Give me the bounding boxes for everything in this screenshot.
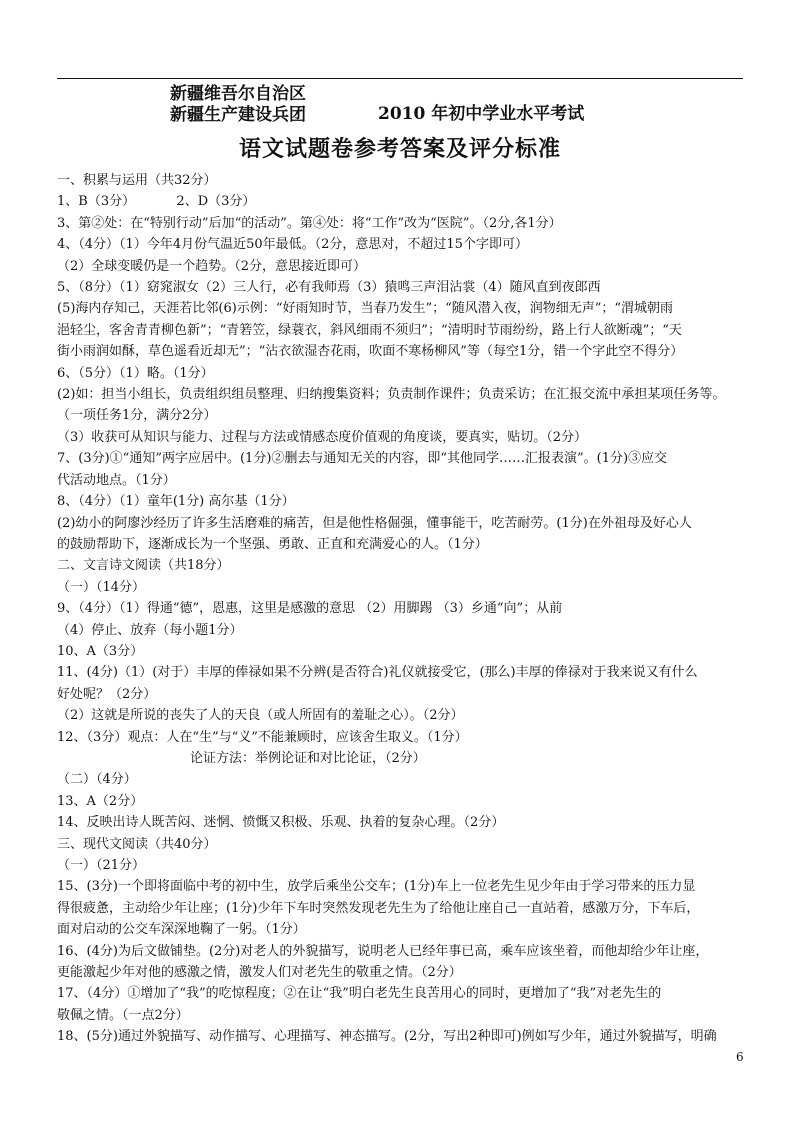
- body-line: 14、反映出诗人既苦闷、迷惘、愤慨又积极、乐观、执着的复杂心理。（2分）: [57, 815, 505, 831]
- body-line: 论证方法：举例论证和对比论证，（2分）: [190, 750, 426, 766]
- answer-body: [57, 170, 747, 1048]
- body-line: 8、（4分）（1）童年(1分) 高尔基（1分）: [57, 494, 295, 510]
- body-line: 13、A（2分）: [57, 793, 144, 809]
- body-line: 12、（3分）观点：人在“生”与“义”不能兼顾时，应该舍生取义。（1分）: [57, 729, 468, 745]
- body-line: (2)幼小的阿廖沙经历了许多生活磨难的痛苦，但是他性格倔强，懂事能干，吃苦耐劳。(1分)在外祖母及好心人: [57, 515, 692, 531]
- issuer-line-2: 新疆生产建设兵团: [170, 105, 306, 125]
- page-title: 语文试题卷参考答案及评分标准: [238, 136, 561, 162]
- body-line: （一）（21分）: [57, 858, 146, 873]
- body-line: 17、（4分）①增加了“我”的吃惊程度；②在让“我”明白老先生良苦用心的同时，更增加了“我”对老先生的: [57, 986, 662, 1002]
- body-line: 得很疲惫，主动给少年让座；(1分)少年下车时突然发现老先生为了给他让座自己一直站着，感激万分，下车后，: [57, 900, 700, 916]
- body-line: 18、(5分)通过外貌描写、动作描写、心理描写、神态描写。(2分，写出2种即可)例如写少年，通过外貌描写，明确: [57, 1029, 717, 1045]
- section-heading: 三、现代文阅读（共40分）: [57, 836, 217, 852]
- body-line: 3、第②处：在“特别行动”后加“的活动”。第④处：将“工作”改为“医院”。（2分,各1分）: [57, 215, 562, 231]
- body-line: （一）（14分）: [57, 579, 146, 595]
- body-line: (5)海内存知己，天涯若比邻(6)示例：“好雨知时节，当春乃发生”；“随风潜入夜，润物细无声”；“渭城朝雨: [57, 301, 674, 317]
- body-line: （一项任务1分，满分2分）: [57, 408, 217, 424]
- body-line: 11、(4分)（1）(对于）丰厚的俸禄如果不分辨(是否符合)礼仪就接受它，(那么)丰厚的俸禄对于我来说又有什么: [57, 665, 698, 681]
- page-number: 6: [736, 1050, 744, 1064]
- body-line: 敬佩之情。（一点2分）: [57, 1007, 189, 1023]
- header-rule: [57, 78, 743, 79]
- body-line: 1、B（3分） 2、D（3分）: [57, 194, 256, 210]
- body-line: 15、(3分)一个即将面临中考的初中生，放学后乘坐公交车；(1分)车上一位老先生见少年由于学习带来的压力显: [57, 879, 696, 895]
- body-line: 代活动地点。（1分）: [57, 472, 176, 488]
- section-heading: 二、文言诗文阅读（共18分）: [57, 558, 230, 574]
- body-line: 5、（8分）（1）窈窕淑女（2）三人行，必有我师焉（3）猿鸣三声泪沾裳（4）随风直到夜郎西: [57, 280, 601, 296]
- exam-title: 2010 年初中学业水平考试: [378, 104, 585, 124]
- body-line: 4、（4分）（1）今年4月份气温近50年最低。（2分，意思对，不超过15个字即可）: [57, 237, 528, 253]
- body-line: 10、A（3分）: [57, 643, 144, 659]
- issuer-line-1: 新疆维吾尔自治区: [170, 84, 306, 104]
- body-line: （二）（4分）: [57, 772, 137, 788]
- body-line: 面对启动的公交车深深地鞠了一躬。（1分）: [57, 922, 306, 938]
- body-line: （2）这就是所说的丧失了人的天良（或人所固有的羞耻之心）。（2分）: [57, 708, 464, 724]
- body-line: 16、(4分)为后文做铺垫。(2分)对老人的外貌描写，说明老人已经年事已高，乘车应该坐着，而他却给少年让座，: [57, 943, 709, 959]
- body-line: 更能激起少年对他的感激之情，激发人们对老先生的敬重之情。（2分）: [57, 965, 462, 981]
- body-line: （4）停止、放弃（每小题1分）: [57, 622, 243, 638]
- body-line: 6、（5分）（1）略。（1分）: [57, 365, 214, 381]
- body-line: 7、(3分)①“通知”两字应居中。(1分)②删去与通知无关的内容，即“其他同学……汇报表演”。(1分)③应交: [57, 451, 668, 467]
- body-line: （3）收获可从知识与能力、过程与方法或情感态度价值观的角度谈，要真实，贴切。（2分）: [57, 429, 588, 445]
- body-line: （2）全球变暖仍是一个趋势。（2分，意思接近即可）: [57, 258, 367, 274]
- body-line: (2)如：担当小组长，负责组织组员整理、归纳搜集资料；负责制作课件；负责采访；在汇报交流中承担某项任务等。: [57, 387, 726, 403]
- body-line: 好处呢？（2分）: [57, 686, 157, 702]
- body-line: 9、（4分）（1）得通“德”，恩惠，这里是感激的意思 （2）用脚踢 （3）乡通“向”；从前: [57, 601, 563, 617]
- issuer-block: [170, 84, 306, 126]
- body-line: 的鼓励帮助下，逐渐成长为一个坚强、勇敢、正直和充满爱心的人。（1分）: [57, 536, 488, 552]
- body-line: 一、积累与运用（共32分）: [57, 173, 217, 188]
- body-line: 浥轻尘，客舍青青柳色新”；“青箬笠，绿蓑衣，斜风细雨不须归”；“清明时节雨纷纷，路上行人欲断魂”；“天: [57, 322, 682, 338]
- body-line: 街小雨润如酥，草色遥看近却无”；“沾衣欲湿杏花雨，吹面不寒杨柳风”等（每空1分，错一个字此空不得分）: [57, 344, 684, 360]
